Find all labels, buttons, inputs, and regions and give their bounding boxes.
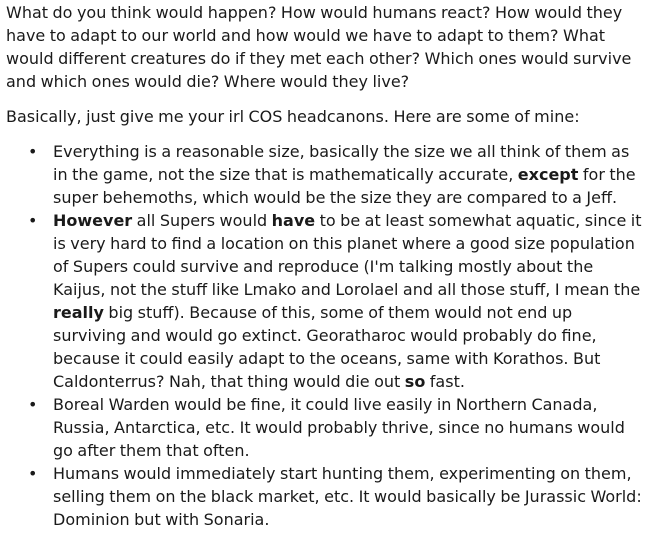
bullet-icon: • [28,464,38,483]
item-text: Humans would immediately start hunting them, experimenting on them, selling them on the black market, etc. It would basically be Jurassic World: Dominion but with Sonaria. [53,464,642,529]
item-text: big stuff). Because of this, some of them would not end up surviving and would go extinct. Georatharoc would probably do fine, because it could easily adapt to the oceans, same with Korathos. But Caldonterrus? Nah, that thing would die out [53,303,601,391]
item-text: all Supers would [132,211,272,230]
item-text: to be at least somewhat aquatic, since it is very hard to find a location on this planet where a good size population of Supers could survive and reproduce (I'm talking mostly about the Kaijus, not the stuff like Lmako and Lorolael and all those stuff, I mean the [53,211,642,299]
item-emphasis: have [271,211,316,230]
bullet-icon: • [28,211,38,230]
list-item [6,140,645,209]
item-text: fast. [425,372,465,391]
list-item [6,462,645,531]
list-item [6,393,645,462]
lead-paragraph: Basically, just give me your irl COS headcanons. Here are some of mine: [6,107,580,126]
item-text: Boreal Warden would be fine, it could live easily in Northern Canada, Russia, Antarctica, etc. It would probably thrive, since no humans would go after them that often. [53,395,625,460]
list-item [6,209,645,393]
intro-paragraph: What do you think would happen? How would humans react? How would they have to adapt to our world and how would we have to adapt to them? What would different creatures do if they met each other? Which ones would survive and which ones would die? Where would they live? [6,3,632,91]
item-emphasis: so [404,372,426,391]
item-emphasis: except [517,165,579,184]
item-emphasis: really [53,303,104,322]
item-text: Everything is a reasonable size, basically the size we all think of them as in the game, not the size that is mathematically accurate, [53,142,630,184]
item-emphasis: However [53,211,133,230]
item-text: for the super behemoths, which would be the size they are compared to a Jeff. [53,165,636,207]
bullet-icon: • [28,142,38,161]
bullet-icon: • [28,395,38,414]
headcanon-list [6,140,645,531]
